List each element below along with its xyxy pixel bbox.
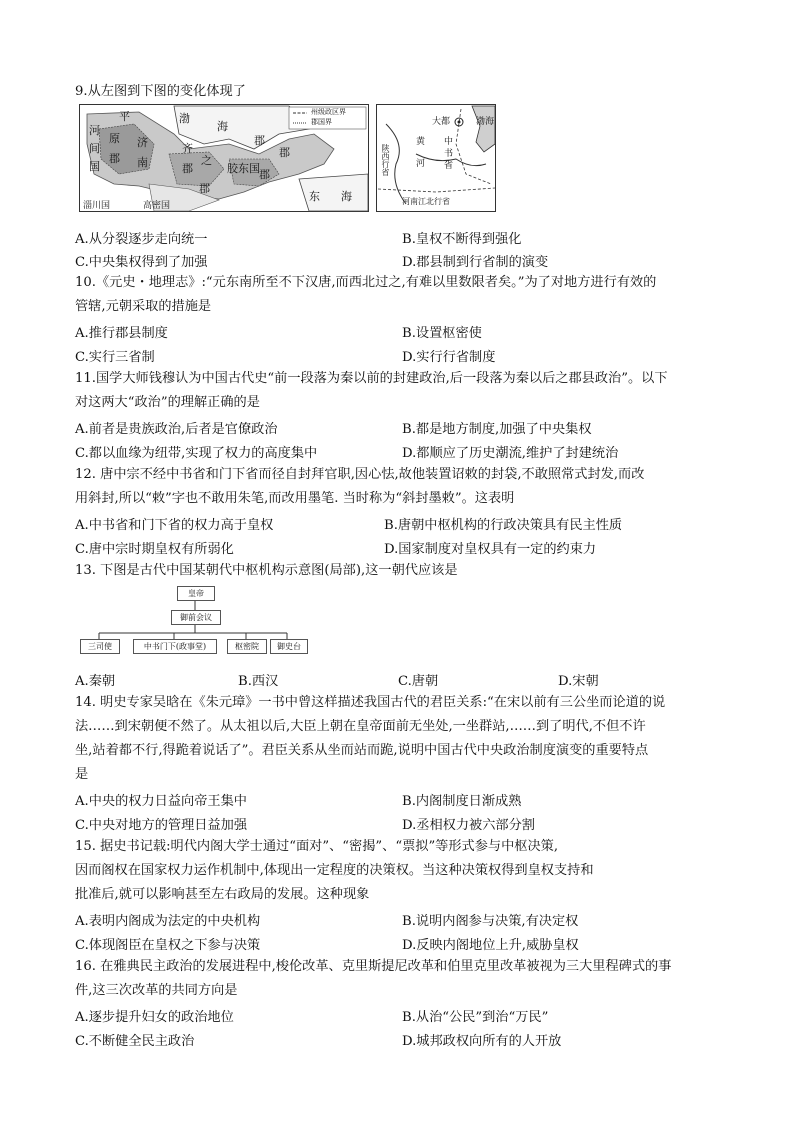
map-label: 渤 — [179, 112, 190, 125]
map-label: 中 — [444, 137, 454, 147]
q15-option-c[interactable]: C.体现阁臣在皇权之下参与决策 — [75, 938, 261, 953]
org-sansishi: 三司使 — [80, 639, 120, 654]
q10-stem-line2: 管辖,元朝采取的措施是 — [75, 299, 212, 314]
q16-option-a[interactable]: A.逐步提升妇女的政治地位 — [75, 1010, 234, 1025]
q15-option-a[interactable]: A.表明内阁成为法定的中央机构 — [75, 914, 261, 929]
map-label: 济 — [137, 136, 148, 149]
q11-option-d[interactable]: D.都顺应了历史潮流,维护了封建统治 — [402, 446, 619, 461]
q12-option-d[interactable]: D.国家制度对皇权具有一定的约束力 — [384, 542, 597, 557]
q16-option-d[interactable]: D.城邦政权向所有的人开放 — [402, 1034, 562, 1049]
legend-commandery-border: 郡国界 — [311, 118, 332, 126]
q10-stem-line1: 10.《元史・地理志》:“元东南所至不下汉唐,而西北过之,有难以里数限者矣。”为了对地方进行有效的 — [75, 275, 657, 290]
q12-stem-line2: 用斜封,所以“敕”字也不敢用朱笔,而改用墨笔. 当时称为“斜封墨敕”。这表明 — [75, 491, 515, 506]
map-label: 平 — [119, 110, 130, 123]
map-label: 河 — [89, 124, 100, 137]
map-label-dadu: 大都 — [432, 117, 451, 127]
q14-stem-line4: 是 — [75, 767, 89, 782]
q10-option-b[interactable]: B.设置枢密使 — [402, 326, 482, 341]
map-label: 黄 — [416, 137, 426, 147]
org-zhongshumenxia: 中书门下(政事堂) — [133, 639, 217, 654]
map-label: 国 — [89, 160, 100, 173]
map-label: 齐 — [182, 142, 193, 155]
q11-stem-line2: 对这两大“政治”的理解正确的是 — [75, 395, 260, 410]
q13-stem: 13. 下图是古代中国某朝代中枢机构示意图(局部),这一朝代应该是 — [75, 563, 458, 578]
q14-option-d[interactable]: D.丞相权力被六部分割 — [402, 818, 535, 833]
q16-option-c[interactable]: C.不断健全民主政治 — [75, 1034, 195, 1049]
map-label: 南 — [137, 156, 148, 169]
legend-state-border: 州级政区界 — [311, 108, 346, 116]
map-label: 渤海 — [476, 117, 495, 127]
q9-option-a[interactable]: A.从分裂逐步走向统一 — [75, 232, 208, 247]
map-label: 胶东国 — [227, 162, 260, 175]
map-label: 之 — [201, 154, 212, 167]
q15-stem-line1: 15. 据史书记载:明代内阁大学士通过“面对”、“密揭”、“票拟”等形式参与中枢决策, — [75, 839, 559, 854]
q13-option-a[interactable]: A.秦朝 — [75, 674, 116, 689]
q16-stem-line1: 16. 在雅典民主政治的发展进程中,梭伦改革、克里斯提尼改革和伯里克里改革被视为三大里程碑式的事 — [75, 959, 672, 974]
map-label: 海 — [341, 190, 352, 203]
q14-stem-line2: 法……到宋朝便不然了。从太祖以后,大臣上朝在皇帝面前无坐处,一坐群站,……到了明代,不但不许 — [75, 719, 646, 734]
q14-option-b[interactable]: B.内阁制度日渐成熟 — [402, 794, 522, 809]
q9-option-c[interactable]: C.中央集权得到了加强 — [75, 255, 208, 270]
map-label: 省 — [444, 161, 454, 171]
q10-option-a[interactable]: A.推行郡县制度 — [75, 326, 168, 341]
map-label: 郡 — [254, 134, 265, 147]
q12-option-b[interactable]: B.唐朝中枢机构的行政决策具有民主性质 — [384, 518, 623, 533]
q12-stem-line1: 12. 唐中宗不经中书省和门下省而径自封拜官职,因心怯,故他装置诏敕的封袋,不敢照常式封发,而改 — [75, 467, 645, 482]
q11-option-c[interactable]: C.都以血缘为纽带,实现了权力的高度集中 — [75, 446, 318, 461]
q10-option-d[interactable]: D.实行行省制度 — [402, 350, 496, 365]
map-label: 东 — [309, 190, 320, 203]
q13-option-b[interactable]: B.西汉 — [238, 674, 279, 689]
map-label: 郡 — [259, 168, 270, 181]
q9-option-d[interactable]: D.郡县制到行省制的演变 — [402, 255, 549, 270]
q13-option-d[interactable]: D.宋朝 — [558, 674, 599, 689]
map-label: 海 — [217, 120, 228, 133]
q11-option-a[interactable]: A.前者是贵族政治,后者是官僚政治 — [75, 422, 278, 437]
q15-option-d[interactable]: D.反映内阁地位上升,威胁皇权 — [402, 938, 579, 953]
q11-option-b[interactable]: B.都是地方制度,加强了中央集权 — [402, 422, 592, 437]
q14-option-c[interactable]: C.中央对地方的管理日益加强 — [75, 818, 248, 833]
q14-stem-line1: 14. 明史专家吴晗在《朱元璋》一书中曾这样描述我国古代的君臣关系:“在宋以前有三公坐而论道的说 — [75, 695, 666, 710]
q14-stem-line3: 坐,站着都不行,得跪着说话了”。君臣关系从坐而站而跪,说明中国古代中央政治制度演变的重要特点 — [75, 743, 649, 758]
map-label: 郡 — [109, 152, 120, 165]
org-emperor: 皇帝 — [177, 586, 215, 601]
map-label: 间 — [89, 142, 100, 155]
map-label: 郡 — [199, 182, 210, 195]
org-yushitai: 御史台 — [270, 639, 308, 654]
q12-option-a[interactable]: A.中书省和门下省的权力高于皇权 — [75, 518, 274, 533]
map-label: 陕西行省 — [381, 144, 390, 176]
q10-option-c[interactable]: C.实行三省制 — [75, 350, 155, 365]
map-label: 郡 — [279, 146, 290, 159]
q13-org-diagram — [78, 586, 308, 662]
q9-stem: 9.从左图到下图的变化体现了 — [75, 84, 246, 99]
q15-option-b[interactable]: B.说明内阁参与决策,有决定权 — [402, 914, 579, 929]
map-label: 河南江北行省 — [402, 197, 450, 206]
q15-stem-line3: 批准后,就可以影响甚至左右政局的发展。这种现象 — [75, 887, 370, 902]
map-label: 原 — [109, 132, 120, 145]
q9-option-b[interactable]: B.皇权不断得到强化 — [402, 232, 522, 247]
q11-stem-line1: 11.国学大师钱穆认为中国古代史“前一段落为秦以前的封建政治,后一段落为秦以后之郡县政治”。以下 — [75, 371, 668, 386]
q16-stem-line2: 件,这三次改革的共同方向是 — [75, 983, 238, 998]
q14-option-a[interactable]: A.中央的权力日益向帝王集中 — [75, 794, 247, 809]
q15-stem-line2: 因而阁权在国家权力运作机制中,体现出一定程度的决策权。当这种决策权得到皇权支持和 — [75, 863, 594, 878]
map-label: 书 — [444, 149, 454, 159]
q13-option-c[interactable]: C.唐朝 — [398, 674, 439, 689]
org-shumiyuan: 枢密院 — [227, 639, 267, 654]
q12-option-c[interactable]: C.唐中宗时期皇权有所弱化 — [75, 542, 234, 557]
map-label: 高密国 — [143, 201, 171, 211]
q9-right-map — [376, 104, 496, 212]
q16-option-b[interactable]: B.从治“公民”到治“万民” — [402, 1010, 549, 1025]
org-imperial-council: 御前会议 — [171, 610, 221, 625]
map-label: 河 — [416, 159, 426, 169]
map-label: 淄川国 — [83, 201, 111, 211]
q9-left-map — [79, 104, 369, 212]
map-label: 郡 — [182, 162, 193, 175]
